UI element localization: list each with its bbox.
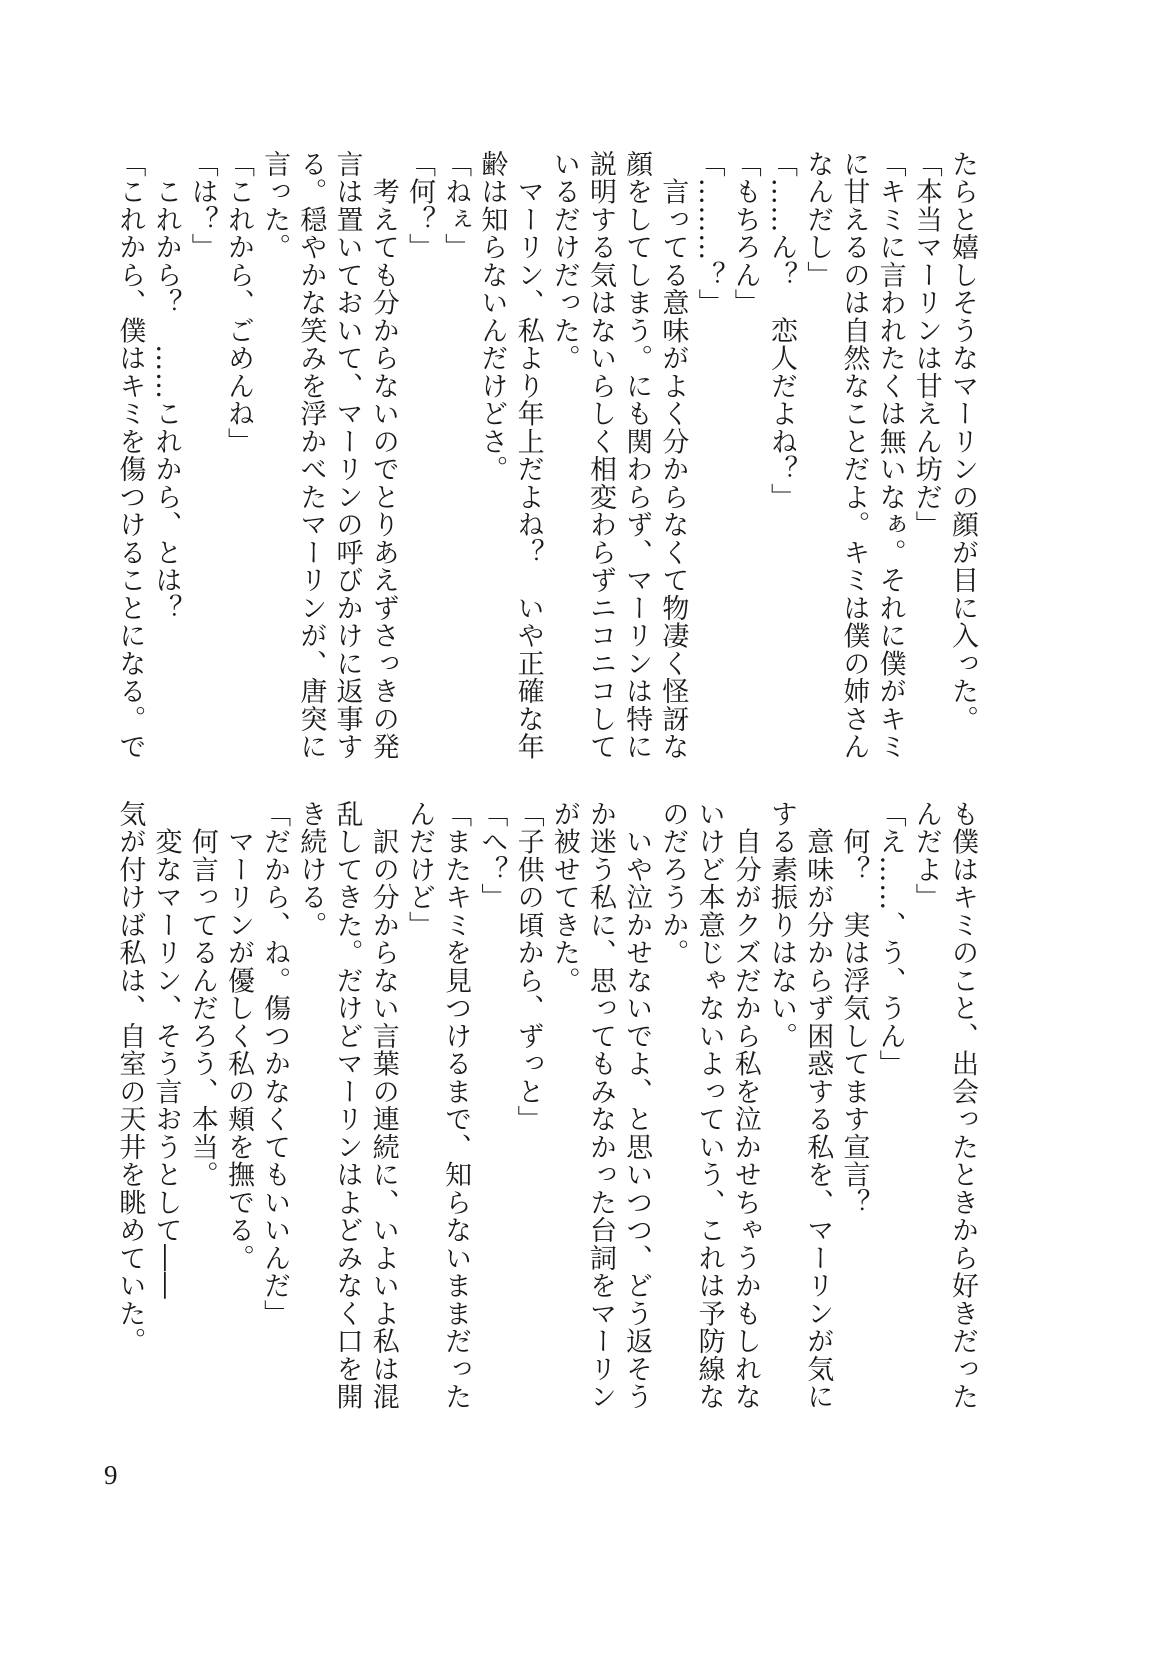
- text-line: か迷う私に、思ってもみなかった台詞をマーリン: [584, 800, 616, 1411]
- text-line: 「本当マーリンは甘えん坊だ」: [910, 150, 942, 539]
- text-line: 「……ん？ 恋人だよね？」: [765, 150, 797, 511]
- text-line: 「………？」: [693, 150, 725, 317]
- text-line: 考えても分からないのでとりあえずさっきの発: [367, 150, 399, 761]
- text-line: 顔をしてしまう。にも関わらず、マーリンは特に: [621, 150, 653, 761]
- text-line: 「これから、ごめんね」: [222, 150, 254, 456]
- text-line: が被せてきた。: [548, 800, 580, 995]
- text-line: 「は？」: [186, 150, 218, 261]
- text-line: も僕はキミのこと、出会ったときから好きだった: [947, 800, 978, 1411]
- text-line: 言ってる意味がよく分からなくて物凄く怪訝な: [657, 150, 689, 761]
- text-line: 変なマーリン、そう言おうとして――: [150, 800, 182, 1300]
- text-line: なんだし」: [802, 150, 834, 289]
- text-line: 訳の分からない言葉の連続に、いよいよ私は混: [367, 800, 399, 1411]
- text-line: 言は置いておいて、マーリンの呼びかけに返事す: [331, 150, 363, 761]
- text-line: 「子供の頃から、ずっと」: [512, 800, 544, 1133]
- text-line: 齢は知らないんだけどさ。: [476, 150, 508, 483]
- text-line: 説明する気はないらしく相変わらずニコニコして: [584, 150, 616, 761]
- text-line: 何言ってるんだろう、本当。: [186, 800, 218, 1189]
- text-line: 気が付けば私は、自室の天井を眺めていた。: [114, 800, 146, 1355]
- text-line: んだけど」: [403, 800, 435, 939]
- text-line: これから？ ……これから、とは？: [150, 150, 182, 622]
- text-line: 「え……、う、うん」: [874, 800, 906, 1078]
- text-line: のだろうか。: [657, 800, 689, 967]
- text-block-bottom: [110, 800, 980, 1440]
- text-line: 「これから、僕はキミを傷つけることになる。で: [114, 150, 146, 761]
- text-line: 「キミに言われたくは無いなぁ。それに僕がキミ: [874, 150, 906, 761]
- text-line: いけど本意じゃないよっていう、これは予防線な: [693, 800, 725, 1411]
- text-line: 言った。: [259, 150, 291, 261]
- text-line: する素振りはない。: [765, 800, 797, 1050]
- text-line: たらと嬉しそうなマーリンの顔が目に入った。: [947, 150, 978, 733]
- text-line: 何？ 実は浮気してます宣言？: [838, 800, 870, 1217]
- text-line: 乱してきた。だけどマーリンはよどみなく口を開: [331, 800, 363, 1411]
- text-line: き続ける。: [295, 800, 327, 939]
- text-line: 自分がクズだから私を泣かせちゃうかもしれな: [729, 800, 761, 1411]
- text-line: 「またキミを見つけるまで、知らないままだった: [440, 800, 472, 1411]
- text-line: 「もちろん」: [729, 150, 761, 317]
- text-line: んだよ」: [910, 800, 942, 911]
- text-line: マーリン、私より年上だよね？ いや正確な年: [512, 150, 544, 761]
- text-line: いや泣かせないでよ、と思いつつ、どう返そう: [621, 800, 653, 1411]
- text-line: る。穏やかな笑みを浮かべたマーリンが、唐突に: [295, 150, 327, 761]
- text-line: マーリンが優しく私の頬を撫でる。: [222, 800, 254, 1272]
- text-line: 「ねぇ」: [440, 150, 472, 261]
- text-line: 意味が分からず困惑する私を、マーリンが気に: [802, 800, 834, 1411]
- text-block-top: [110, 150, 980, 790]
- text-line: 「だから、ね。傷つかなくてもいいんだ」: [259, 800, 291, 1328]
- text-line: に甘えるのは自然なことだよ。キミは僕の姉さん: [838, 150, 870, 761]
- text-line: 「へ？」: [476, 800, 508, 911]
- text-line: いるだけだった。: [548, 150, 580, 372]
- page-number: 9: [104, 1460, 118, 1490]
- text-line: 「何？」: [403, 150, 435, 261]
